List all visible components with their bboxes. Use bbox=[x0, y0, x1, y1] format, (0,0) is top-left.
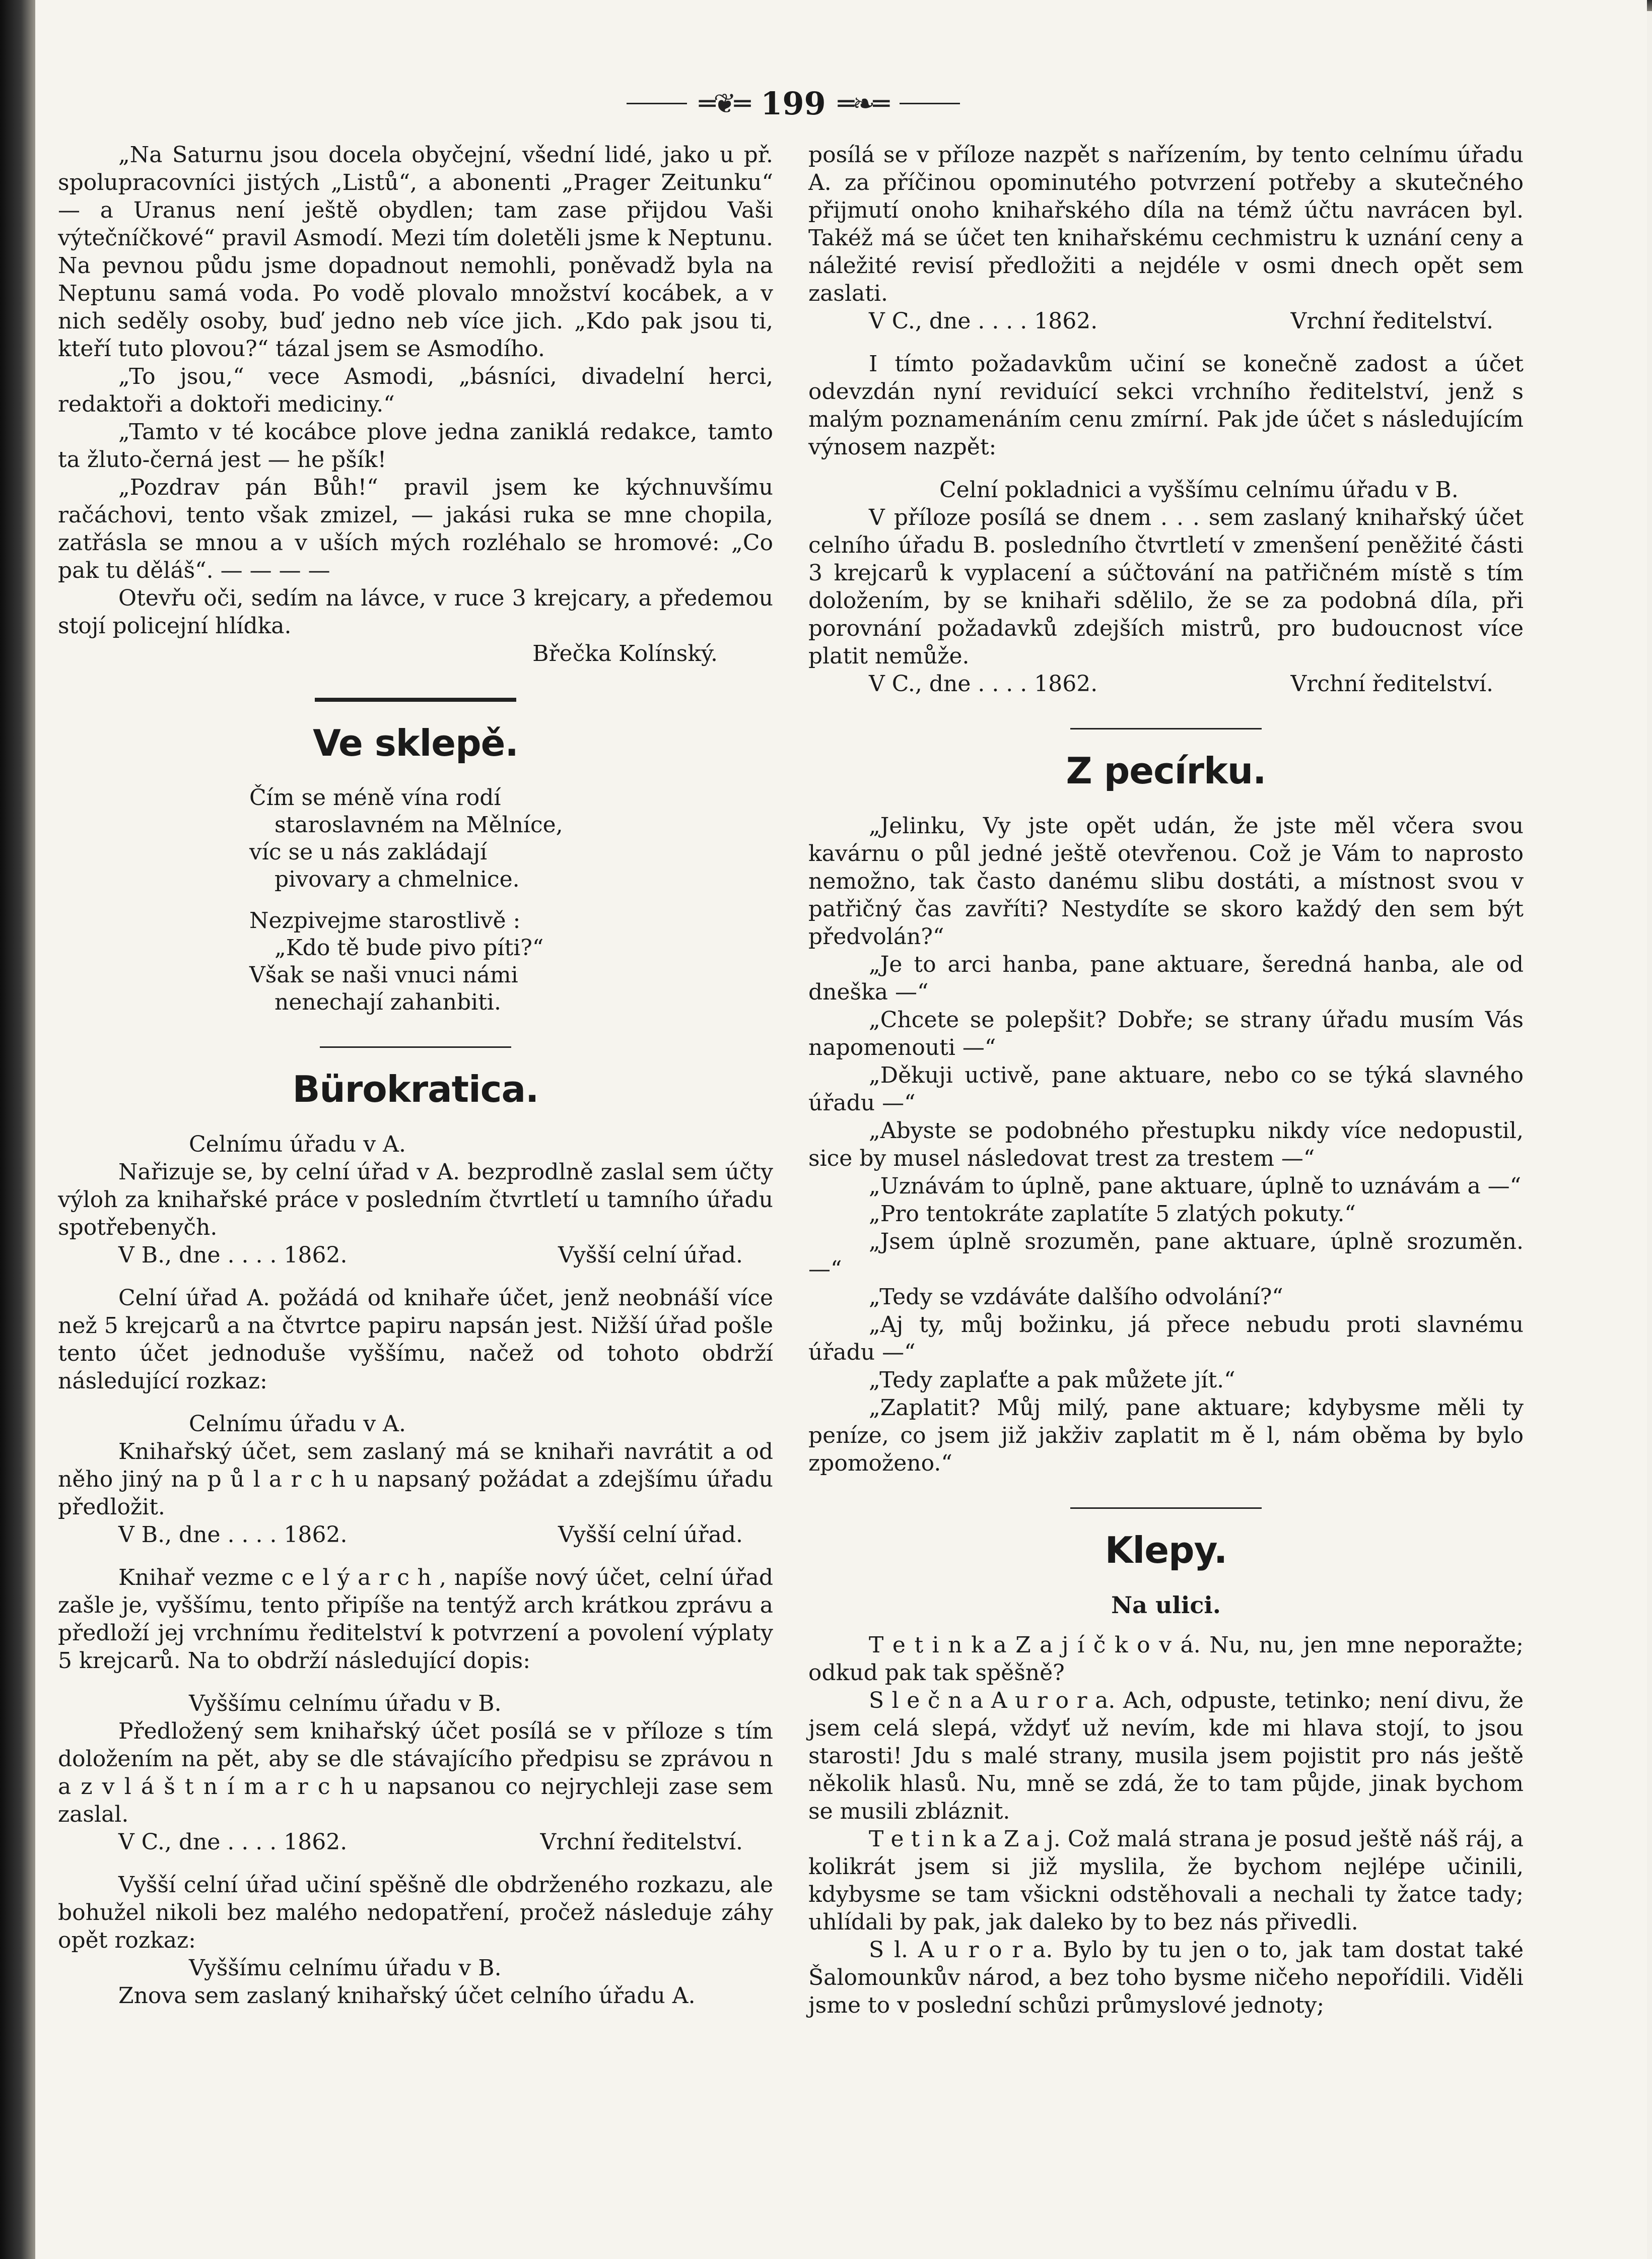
burokratica-paragraph: V příloze posílá se dnem . . . sem zaslaný knihařský účet celního úřadu B. posledního čtvrtletí v zmenšení peněžité části 3 krejcarů k vyplacení a súčtování na patřičném místě s tím doložením, by se knihaři sdělilo, že se za podobná díla, při porovnání požadavků zdejších mistrů, pro budoucnost více platit nemůže. bbox=[808, 505, 1524, 669]
burokratica-paragraph: Celní úřad A. požádá od knihaře účet, jenž neobnáší více než 5 krejcarů a na čtvrtce papiru napsán jest. Nižší úřad pošle tento účet jednoduše vyššímu, načež od tohoto obdrží následující rozkaz: bbox=[58, 1285, 773, 1394]
klepy-subtitle: Na ulici. bbox=[1111, 1591, 1221, 1619]
saturn-paragraph: „To jsou,“ vece Asmodi, „básníci, divadelní herci, redaktoři a doktoři mediciny.“ bbox=[58, 364, 773, 417]
sig-place: V C., dne . . . . 1862. bbox=[118, 1829, 348, 1855]
sig-place: V B., dne . . . . 1862. bbox=[118, 1522, 348, 1548]
sig-name: Vrchní ředitelství. bbox=[540, 1829, 743, 1855]
poem-line: Čím se méně vína rodí bbox=[249, 785, 501, 811]
poem-stanza bbox=[249, 784, 773, 893]
header-rule-right bbox=[900, 103, 960, 104]
address-line: Celní pokladnici a vyššímu celnímu úřadu v B. bbox=[939, 477, 1459, 503]
right-ornament-icon: ═❧═ bbox=[838, 87, 887, 119]
dialogue-paragraph: „Aj ty, můj božinku, já přece nebudu proti slavnému úřadu —“ bbox=[808, 1312, 1524, 1365]
poem-line: víc se u nás zakládají bbox=[249, 839, 488, 865]
burokratica-paragraph: Vyšší celní úřad učiní spěšně dle obdrženého rozkazu, ale bohužel nikoli bez malého nedopatření, pročež následuje záhy opět rozkaz: bbox=[58, 1872, 773, 1953]
dialogue-paragraph: „Jelinku, Vy jste opět udán, že jste měl včera svou kavárnu o půl jedné ještě otevřenou. Což je Vám to naprosto nemožno, tak často danému slibu dostáti, a místnost svou v patřičný čas zavříti? Nestydíte se skoro každý den sem být předvolán?“ bbox=[808, 813, 1524, 950]
dialogue-paragraph: „Uznávám to úplně, pane aktuare, úplně to uznávám a —“ bbox=[869, 1173, 1522, 1199]
address-line: Celnímu úřadu v A. bbox=[189, 1411, 406, 1437]
signature-line bbox=[808, 307, 1524, 335]
klepy-paragraph: S l. A u r o r a. Bylo by tu jen o to, jak tam dostat také Šalomounkův národ, a bez toho bysme ničeho nepořídili. Viděli jsme to v poslední schůzi průmyslové jednoty; bbox=[808, 1937, 1524, 2018]
sig-name: Vrchní ředitelství. bbox=[1290, 308, 1493, 334]
burokratica-title: Bürokratica. bbox=[292, 1068, 539, 1110]
signature-line bbox=[58, 1828, 773, 1856]
sig-name: Vyšší celní úřad. bbox=[558, 1522, 743, 1548]
burokratica-paragraph: I tímto požadavkům učiní se konečně zadost a účet odevzdán nyní reviduící sekci vrchního ředitelství, jenž s malým poznamenáním cenu zmírní. Pak jde účet s následujícím výnosem nazpět: bbox=[808, 351, 1524, 460]
dialogue-paragraph: „Chcete se polepšit? Dobře; se strany úřadu musím Vás napomenouti —“ bbox=[808, 1007, 1524, 1060]
poem-line: „Kdo tě bude pivo píti?“ bbox=[274, 935, 544, 961]
book-spine bbox=[0, 0, 35, 2259]
section-divider bbox=[320, 1046, 511, 1048]
left-ornament-icon: ═❦═ bbox=[699, 87, 749, 119]
signature-line bbox=[808, 670, 1524, 698]
section-divider bbox=[1070, 728, 1262, 729]
address-line: Vyššímu celnímu úřadu v B. bbox=[189, 1955, 502, 1981]
right-column bbox=[808, 141, 1524, 2019]
burokratica-paragraph: Knihař vezme c e l ý a r c h , napíše nový účet, celní úřad zašle je, vyššímu, tento připíše na tentýž arch krátkou zprávu a předloží jej vrchnímu ředitelství k potvrzení a povolení výplaty 5 krejcarů. Na to obdrží následující dopis: bbox=[58, 1565, 773, 1674]
sklepe-poem bbox=[249, 784, 773, 1016]
klepy-title: Klepy. bbox=[1105, 1529, 1227, 1571]
burokratica-paragraph: Knihařský účet, sem zaslaný má se knihaři navrátit a od něho jiný na p ů l a r c h u napsaný požádat a zdejšímu úřadu předložit. bbox=[58, 1439, 773, 1520]
address-line: Celnímu úřadu v A. bbox=[189, 1132, 406, 1157]
saturn-paragraph: „Pozdrav pán Bůh!“ pravil jsem ke kýchnuvšímu račáchovi, tento však zmizel, — jakási ruka se mne chopila, zatřásla se mnou a v uších mých rozléhalo se hromové: „Co pak tu děláš“. — — — — bbox=[58, 475, 773, 583]
section-divider bbox=[1070, 1507, 1262, 1509]
klepy-paragraph: T e t i n k a Z a j í č k o v á. Nu, nu, jen mne neporažte; odkud pak tak spěšně? bbox=[808, 1632, 1524, 1686]
burokratica-paragraph: Znova sem zaslaný knihařský účet celního úřadu A. bbox=[118, 1983, 696, 2009]
poem-line: nenechají zahanbiti. bbox=[274, 989, 501, 1015]
sig-place: V C., dne . . . . 1862. bbox=[869, 671, 1098, 697]
dialogue-paragraph: „Abyste se podobného přestupku nikdy více nedopustil, sice by musel následovat trest za trestem —“ bbox=[808, 1118, 1524, 1171]
poem-line: Však se naši vnuci námi bbox=[249, 962, 518, 988]
dialogue-paragraph: „Děkuji uctivě, pane aktuare, nebo co se týká slavného úřadu —“ bbox=[808, 1062, 1524, 1116]
dialogue-paragraph: „Jsem úplně srozuměn, pane aktuare, úplně srozuměn. —“ bbox=[808, 1229, 1524, 1282]
saturn-author: Břečka Kolínský. bbox=[532, 641, 718, 667]
sig-place: V B., dne . . . . 1862. bbox=[118, 1242, 348, 1268]
signature-line bbox=[58, 1241, 773, 1269]
saturn-paragraph: „Tamto v té kocábce plove jedna zaniklá redakce, tamto ta žluto-černá jest — he pšík! bbox=[58, 419, 773, 473]
left-column bbox=[58, 141, 773, 2010]
address-line: Vyššímu celnímu úřadu v B. bbox=[189, 1691, 502, 1716]
dialogue-paragraph: „Je to arci hanba, pane aktuare, šeredná hanba, ale od dneška —“ bbox=[808, 952, 1524, 1005]
sklepe-title: Ve sklepě. bbox=[313, 722, 518, 764]
sig-name: Vyšší celní úřad. bbox=[558, 1242, 743, 1268]
klepy-paragraph: S l e č n a A u r o r a. Ach, odpuste, tetinko; není divu, že jsem celá slepá, vždyť už nevím, kde mi hlava stojí, to jsou starosti! Jdu s malé strany, musila jsem pojistit pro nás ještě několik hlasů. Nu, mně se zdá, že to tam půjde, jinak bychom se musili zbláznit. bbox=[808, 1688, 1524, 1824]
saturn-paragraph: Otevřu oči, sedím na lávce, v ruce 3 krejcary, a předemou stojí policejní hlídka. bbox=[58, 585, 773, 639]
signature-line bbox=[58, 1521, 773, 1549]
klepy-paragraph: T e t i n k a Z a j. Což malá strana je posud ještě náš ráj, a kolikrát jsem si již myslila, že bychom nejlépe učinili, kdybysme se tam všickni odstěhovali a nechali ty žatce tady; uhlídali by pak, jak daleko by to bez nás přivedli. bbox=[808, 1826, 1524, 1935]
dialogue-paragraph: „Tedy zaplaťte a pak můžete jít.“ bbox=[869, 1367, 1235, 1393]
dialogue-paragraph: „Pro tentokráte zaplatíte 5 zlatých pokuty.“ bbox=[869, 1201, 1356, 1227]
burokratica-paragraph: Předložený sem knihařský účet posílá se v příloze s tím doložením na pět, aby se dle stávajícího předpisu se zprávou n a z v l á š t n í m a r c h u napsanou co nejrychleji zase sem zaslal. bbox=[58, 1718, 773, 1827]
dialogue-paragraph: „Zaplatit? Můj milý, pane aktuare; kdybysme měli ty peníze, co jsem již jakživ zaplatit m ě l, nám oběma by bylo zpomoženo.“ bbox=[808, 1395, 1524, 1476]
burokratica-paragraph: posílá se v příloze nazpět s nařízením, by tento celnímu úřadu A. za příčinou opominutého potvrzení potřeby a skutečného přijmutí onoho knihařského díla na témž účtu navrácen byl. Takéž má se účet ten knihařskému cechmistru k uznání ceny a náležité revisí předložiti a nejdéle v osmi dnech opět sem zaslati. bbox=[808, 142, 1524, 306]
header-rule-left bbox=[627, 103, 687, 104]
pecirku-title: Z pecírku. bbox=[1066, 750, 1266, 792]
page-header bbox=[579, 76, 1007, 131]
poem-line: pivovary a chmelnice. bbox=[274, 867, 520, 892]
sig-name: Vrchní ředitelství. bbox=[1290, 671, 1493, 697]
page-number: 199 bbox=[761, 85, 826, 122]
poem-stanza bbox=[249, 907, 773, 1016]
dialogue-paragraph: „Tedy se vzdáváte dalšího odvolání?“ bbox=[869, 1284, 1283, 1310]
poem-line: Nezpivejme starostlivě : bbox=[249, 908, 521, 934]
burokratica-paragraph: Nařizuje se, by celní úřad v A. bezprodlně zaslal sem účty výloh za knihařské práce v posledním čtvrtletí u tamního úřadu spotřebenyčh. bbox=[58, 1159, 773, 1240]
section-divider bbox=[315, 698, 516, 702]
saturn-paragraph: „Na Saturnu jsou docela obyčejní, všední lidé, jako u př. spolupracovníci jistých „Listů“, a abonenti „Prager Zeitunku“ — a Uranus není ještě obydlen; tam zase přijdou Vaši výtečníčkové“ pravil Asmodí. Mezi tím doletěli jsme k Neptunu. Na pevnou půdu jsme dopadnout nemohli, poněvadž byla na Neptunu samá voda. Po vodě plovalo množství kocábek, a v nich seděly osoby, buď jedno neb více jich. „Kdo pak jsou ti, kteří tuto plovou?“ tázal jsem se Asmodího. bbox=[58, 142, 773, 362]
sig-place: V C., dne . . . . 1862. bbox=[869, 308, 1098, 334]
poem-line: staroslavném na Mělníce, bbox=[274, 812, 563, 838]
